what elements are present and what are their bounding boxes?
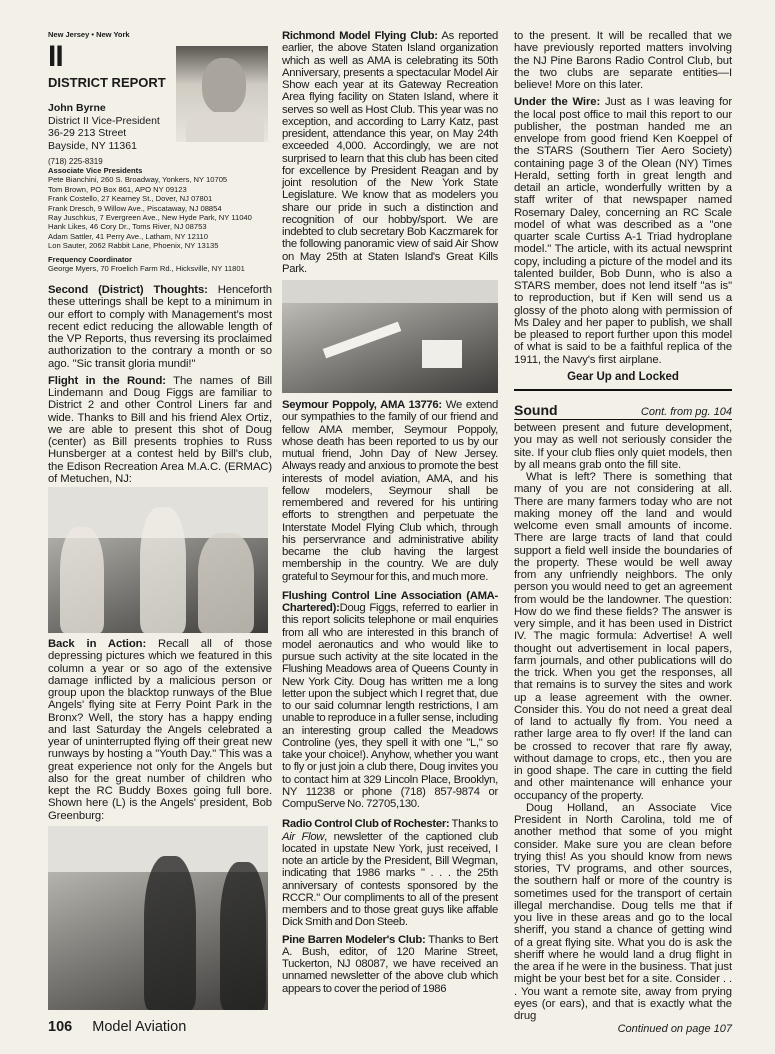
vp-phone: (718) 225-8319 bbox=[48, 157, 103, 166]
associate-item: Pete Bianchini, 260 S. Broadway, Yonkers, NY 10705 bbox=[48, 175, 228, 185]
continued-link[interactable]: Continued on page 107 bbox=[617, 1023, 732, 1036]
paragraph-under-wire bbox=[514, 96, 732, 366]
paragraph-lead: Richmond Model Flying Club: bbox=[282, 30, 438, 42]
paragraph-lead: Back in Action: bbox=[48, 638, 147, 650]
paragraph-second-thoughts bbox=[48, 284, 272, 370]
district-header bbox=[48, 30, 173, 166]
page-title: DISTRICT REPORT bbox=[48, 75, 166, 90]
air-show-photo bbox=[282, 280, 498, 393]
middle-articles bbox=[282, 30, 498, 1000]
vp-street: 36-29 213 Street bbox=[48, 127, 127, 139]
paragraph-back-in-action bbox=[48, 638, 272, 822]
associates-heading: Associate Vice Presidents bbox=[48, 166, 143, 175]
paragraph-seymour bbox=[282, 399, 498, 583]
paragraph-richmond bbox=[282, 30, 498, 275]
paragraph-body: , newsletter of the captioned club located in upstate New York, just received, I note an article by the President, Bill Wegman, indicating that 1986 marks " . . . the 25th anniversary of contests sponsored by the RCCR." Our compliments to all of the present members and to those great guys like affable Dick Smith and Don Steeb. bbox=[282, 830, 498, 929]
associate-item: Ray Juschkus, 7 Evergreen Ave., New Hyde Park, NY 11040 bbox=[48, 213, 252, 223]
page-footer bbox=[48, 1019, 186, 1035]
paragraph-body: Thanks to Bert A. Bush, editor, of 120 Marine Street, Tuckerton, NJ 08087, we have received an unnamed newsletter of the above club which appears to cover the period of 1986 bbox=[282, 933, 498, 995]
paragraph-continued: to the present. It will be recalled that we have previously reported matters involving the NJ Pine Barons Radio Control Club, but the two clubs are separate entities—I believe! More on this later. bbox=[514, 30, 732, 91]
associate-item: Frank Dresch, 9 Willow Ave., Piscataway, NJ 08854 bbox=[48, 203, 222, 213]
paragraph-flushing bbox=[282, 590, 498, 811]
vp-city: Bayside, NY 11361 bbox=[48, 139, 137, 152]
district-numeral: II bbox=[48, 40, 63, 73]
associate-item: Lon Sauter, 2062 Rabbit Lane, Phoenix, NY 13135 bbox=[48, 241, 219, 251]
right-article bbox=[514, 30, 732, 391]
sound-header bbox=[514, 402, 732, 420]
frequency-heading: Frequency Coordinator bbox=[48, 254, 132, 264]
cont-from-label: Cont. from pg. 104 bbox=[640, 406, 732, 418]
paragraph-body: Just as I was leaving for the local post office to mail this report to our publisher, the postman handed me an envelope from good friend Ken Koeppel of the STARS (Southern Tier Aero Society) containing page 3 of the Olean (NY) Times Herald, setting forth in great length and detail an article, wonderfully written by a staff writer of that newspaper named Rosemary Daley, concerning an RC Scale model of what was described as a "one quarter scale Curtiss A-1 Triad hydroplane model." The article, with its actual newsprint copy, including a picture of the model and its talented builder, Bob Dunn, who is also a STARS member, does not lend itself "as is" to reproduction, but if Ken will send us a glossy of the photo along with permission of Ms Daley and her paper to publish, we shall be pleased to report further upon this model of what is said to be a faithful replica of the 1911, the Navy's first airplane. bbox=[514, 96, 732, 366]
frequency-text: George Myers, 70 Froelich Farm Rd., Hicksville, NY 11801 bbox=[48, 264, 245, 274]
paragraph-flight-round bbox=[48, 375, 272, 485]
paragraph-lead: Under the Wire: bbox=[514, 96, 601, 109]
region-label: New Jersey • New York bbox=[48, 30, 130, 39]
paragraph-lead: Second (District) Thoughts: bbox=[48, 284, 208, 296]
paragraph-body: Henceforth these utterings shall be kept to a minimum in our effort to comply with Management's most recent edict reducing the allowable length of the VP Reports, thus reversing its proclaimed authorization to the contrary a month or so ago. "Sic transit gloria mundi!" bbox=[48, 284, 272, 370]
paragraph-lead: Pine Barren Modeler's Club: bbox=[282, 933, 426, 946]
paragraph-body: Thanks to bbox=[449, 818, 498, 831]
paragraph-sound-2: What is left? There is something that many of you are not considering at all. There are many farmers today who are not making money off the land and would welcome even small amounts of income. There are large tracts of land that could support a field well inside the boundaries of the property. These would be well away from any unfriendly neighbors. The only person you would need to get an agreement from would be the landowner. The question: How do we find these fields? The answer is very simple, and it has been used in District IV. The magic formula: Advertise! A well thought out advertisement in local papers, farm journals, and other publications will do the trick. When you get the responses, all that remains is to survey the sites and work up a lease agreement with the owner. Consider this. You do not need a great deal of land to actually fly from. You need a rather large area to fly over! If the land can be crossed to recover that rare fly away, without damage to crops, etc., then you are in good shape. The care in cutting the field and other maintenance will enhance your occupancy of the property. bbox=[514, 471, 732, 802]
paragraph-rochester bbox=[282, 818, 498, 928]
newsletter-title: Air Flow bbox=[282, 830, 325, 843]
page-number: 106 bbox=[48, 1019, 73, 1035]
back-in-action bbox=[48, 638, 272, 827]
sound-title: Sound bbox=[514, 402, 558, 418]
associate-item: Adam Sattler, 41 Perry Ave., Latham, NY 12110 bbox=[48, 231, 208, 241]
section-divider bbox=[514, 389, 732, 391]
vp-contact bbox=[48, 102, 173, 152]
vp-title: District II Vice-President bbox=[48, 114, 160, 127]
associate-item: Tom Brown, PO Box 861, APO NY 09123 bbox=[48, 184, 187, 194]
left-article bbox=[48, 284, 272, 490]
portrait-photo bbox=[176, 46, 268, 142]
paragraph-lead: Seymour Poppoly, AMA 13776: bbox=[282, 399, 442, 411]
paragraph-body: We extend our sympathies to the family of our friend and fellow AMA member, Seymour Poppoly, whose death has been reported to us by our mutual friend, John Day of New Jersey. Always ready and anxious to promote the best interests of model aviation, AMA, and his fellow modelers, Seymour shall be remembered and revered for his untiring efforts to strengthen and perpetuate the Interstate Model Flying Club which, through his perservrance and administrative ability became the club having the largest membership in the country. We are duly grateful to Seymour for this, and much more. bbox=[282, 399, 498, 583]
associate-item: Frank Costello, 27 Kearney St., Dover, NJ 07801 bbox=[48, 194, 213, 204]
paragraph-sound-1: between present and future development, you may as well not seriously consider the site. If your club flies only quiet models, then by all means grab onto the fill site. bbox=[514, 422, 732, 471]
associate-vps bbox=[48, 166, 273, 273]
paragraph-lead: Radio Control Club of Rochester: bbox=[282, 818, 450, 831]
associate-item: Hank Likes, 46 Cory Dr., Toms River, NJ 08753 bbox=[48, 222, 207, 232]
paragraph-pine-barren bbox=[282, 934, 498, 995]
trophy-photo bbox=[48, 487, 268, 633]
paragraph-lead: Flushing Control Line Association (AMA-Chartered): bbox=[282, 589, 498, 614]
paragraph-lead: Flight in the Round: bbox=[48, 374, 166, 387]
vp-name: John Byrne bbox=[48, 102, 106, 114]
magazine-name: Model Aviation bbox=[92, 1019, 187, 1035]
paragraph-body: Doug Figgs, referred to earlier in this report solicits telephone or mail enquiries from all who are interested in this branch of model aeronautics and who would like to pursue such activity at the site located in the Flushing Meadows area of Queens County in New York City. Doug has written me a long letter upon the subject which I regret that, due to our said columnar length restrictions, I am unable to reproduce in a fuller sense, including an interesting group called the Meadows Controline (yes, they spell it with one "L," so take your choice!). Anyhow, whether you want to fly or just join a club there, Doug invites you to contact him at 329 Lincoln Place, Brooklyn, NY 11238 or phone (718) 857-9874 or CompuServe No. 72705,130. bbox=[282, 602, 498, 810]
paragraph-body: The names of Bill Lindemann and Doug Figgs are familiar to District 2 and other Control Liners far and wide. Thanks to Bill and his friend Alex Ortiz, we are able to present this shot of Doug (center) as Bill presents trophies to Russ Hunsberger at a contest held by Bill's club, the Edison Recreation Area M.A.C. (ERMAC) of Metuchen, NJ: bbox=[48, 374, 272, 485]
paragraph-body: Recall all of those depressing pictures which we featured in this column a year or so ago of the extensive damage inflicted by a malicious person or group upon the blacktop runways of the Blue Angels' flying site at Ferry Point Park in the Bronx? Well, the story has a happy ending and last Saturday the Angels celebrated a year of uninterrupted flying off their great new runways by hosting a "Youth Day." This was a great experience not only for the Angels but also for the great number of children who kept the RC Buddy Boxes going full bore. Shown here (L) is the Angels' president, Bob Greenburg: bbox=[48, 638, 272, 822]
paragraph-sound-3: Doug Holland, an Associate Vice President in North Carolina, told me of another method that some of you might consider. Make sure you are clean before trying this! As you should know from news stories, TV programs, and other sources, the southern half or more of the country is sometimes used for the transport of certain illegal merchandise. Doug tells me that if you live in these areas and go to the local sheriff, you stand a chance of getting wind of a great flying site. What you do is ask the sheriff where he would land a drug flight in the area if he were in the business. That just might be your best bet for a site. Consider . . . You want a remote site, away from prying eyes (or ears), and that is exactly what the drug bbox=[514, 801, 732, 1022]
paragraph-body: As reported earlier, the above Staten Island organization which as well as AMA is celebrating its 50th Anniversary, presents a spectacular Model Air Show each year at its Gateway Recreation Area flying facility on Staten Island, where it serves so well as Host Club. This year was no exception, and according to Larry Katz, past president, attendance this year, on May 24th exceeded 4,000. Accordingly, we are not surprised to learn that this club has been cited for excellence by President Reagan and by joint resolution of the New York State Legislature. We know that as modelers you share our pride in such a distinction and recognition of our hobby/sport. We are indebted to club secretary Bob Kaczmarek for the following panoramic view of said Air Show on May 25th at Staten Island's Great Kills Park. bbox=[282, 30, 498, 275]
sound-column bbox=[514, 402, 732, 1035]
youth-day-photo bbox=[48, 826, 268, 1010]
signoff: Gear Up and Locked bbox=[567, 370, 679, 383]
